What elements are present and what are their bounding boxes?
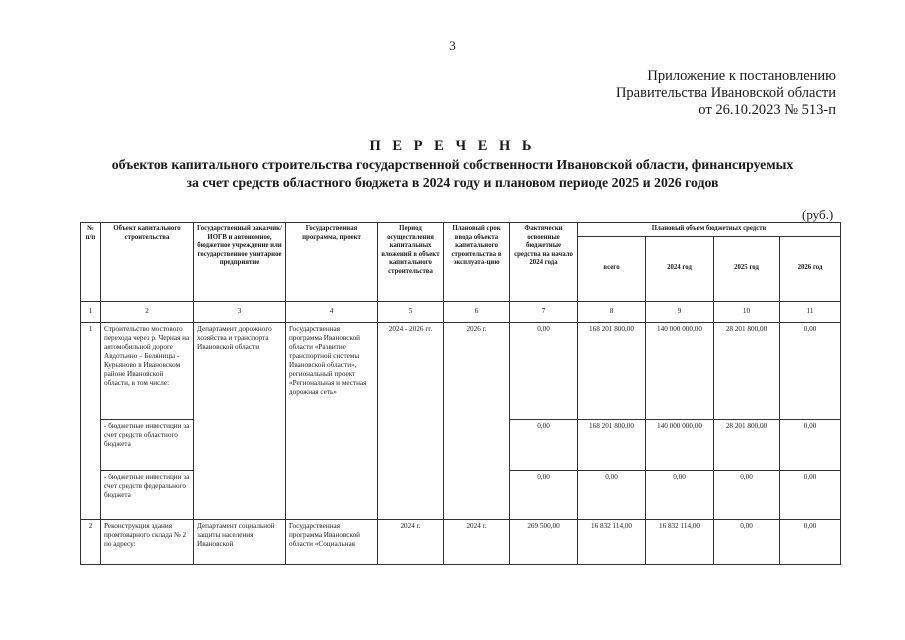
row-2025: 28 201 800,00 [714, 322, 780, 419]
column-number-row [81, 301, 841, 322]
column-number: 10 [714, 301, 780, 322]
column-number: 1 [81, 301, 101, 322]
document-subtitle-line-2: за счет средств областного бюджета в 2024 году и плановом периоде 2025 и 2026 годов [186, 175, 719, 190]
header-planned-date: Плановый срок ввода объекта капитального строительства в эксплуата-цию [444, 223, 510, 302]
header-total: всего [578, 236, 646, 301]
row-2025: 28 201 800,00 [714, 419, 780, 470]
row-total: 168 201 800,00 [578, 419, 646, 470]
row-object: - бюджетные инвестиции за счет средств областного бюджета [101, 419, 194, 470]
column-number: 7 [510, 301, 578, 322]
column-number: 6 [444, 301, 510, 322]
row-planned-date: 2026 г. [444, 322, 510, 519]
projects-table [80, 222, 841, 565]
row-total: 16 832 114,00 [578, 519, 646, 564]
appendix-line-2: Правительства Ивановской области [615, 85, 836, 101]
header-num: № п/п [81, 223, 101, 302]
row-period: 2024 - 2026 гг. [378, 322, 444, 519]
row-num: 2 [81, 519, 101, 564]
row-period: 2024 г. [378, 519, 444, 564]
row-2025: 0,00 [714, 470, 780, 519]
row-customer: Департамент дорожного хозяйства и транспорта Ивановской области [194, 322, 286, 519]
row-total: 168 201 800,00 [578, 322, 646, 419]
row-2024: 140 000 000,00 [646, 419, 714, 470]
row-planned-date: 2024 г. [444, 519, 510, 564]
document-subtitle [40, 156, 865, 192]
table-row [81, 519, 841, 564]
header-program: Государственная программа, проект [286, 223, 378, 302]
document-title: П Е Р Е Ч Е Н Ь [369, 138, 536, 154]
row-2026: 0,00 [780, 519, 841, 564]
row-object: Реконструкция здания промтоварного склада № 2 по адресу: [101, 519, 194, 564]
row-2024: 16 832 114,00 [646, 519, 714, 564]
row-customer: Департамент социальной защиты населения Ивановской [194, 519, 286, 564]
column-number: 4 [286, 301, 378, 322]
row-actual-funds: 269 500,00 [510, 519, 578, 564]
appendix-line-3: от 26.10.2023 № 513-п [698, 102, 836, 118]
row-program: Государственная программа Ивановской области «Социальная [286, 519, 378, 564]
header-plan-group: Плановый объем бюджетных средств [578, 223, 841, 237]
column-number: 8 [578, 301, 646, 322]
row-object: Строительство мостового перехода через р. Черная на автомобильной дороге Авдотьино – Беляницы - Курьяново в Ивановском районе Ивановской области, в том числе: [101, 322, 194, 419]
header-2025: 2025 год [714, 236, 780, 301]
row-2026: 0,00 [780, 470, 841, 519]
column-number: 2 [101, 301, 194, 322]
row-actual-funds: 0,00 [510, 322, 578, 419]
header-actual-funds: Фактически освоенные бюджетные средства на начало 2024 года [510, 223, 578, 302]
currency-unit: (руб.) [802, 207, 834, 222]
table-header-row [81, 223, 841, 237]
appendix-note [616, 68, 836, 119]
row-2024: 140 000 000,00 [646, 322, 714, 419]
column-number: 5 [378, 301, 444, 322]
row-num: 1 [81, 322, 101, 519]
table-row [81, 322, 841, 419]
document-subtitle-line-1: объектов капитального строительства государственной собственности Ивановской области, финансируемых [111, 157, 794, 172]
row-actual-funds: 0,00 [510, 419, 578, 470]
row-2024: 0,00 [646, 470, 714, 519]
row-2026: 0,00 [780, 419, 841, 470]
header-period: Период осуществления капитальных вложений в объект капитального строительства [378, 223, 444, 302]
header-2024: 2024 год [646, 236, 714, 301]
header-2026: 2026 год [780, 236, 841, 301]
row-2025: 0,00 [714, 519, 780, 564]
row-object: - бюджетные инвестиции за счет средств федерального бюджета [101, 470, 194, 519]
row-program: Государственная программа Ивановской области «Развитие транспортной системы Ивановской области», региональный проект «Региональная и местная дорожная сеть» [286, 322, 378, 519]
header-customer: Государственный заказчик/ИОГВ и автономное, бюджетное учреждение или государственное унитарное предприятие [194, 223, 286, 302]
row-2026: 0,00 [780, 322, 841, 419]
row-actual-funds: 0,00 [510, 470, 578, 519]
row-total: 0,00 [578, 470, 646, 519]
column-number: 3 [194, 301, 286, 322]
header-object: Объект капитального строительства [101, 223, 194, 302]
column-number: 11 [780, 301, 841, 322]
page-number: 3 [449, 38, 456, 53]
appendix-line-1: Приложение к постановлению [647, 68, 836, 84]
column-number: 9 [646, 301, 714, 322]
